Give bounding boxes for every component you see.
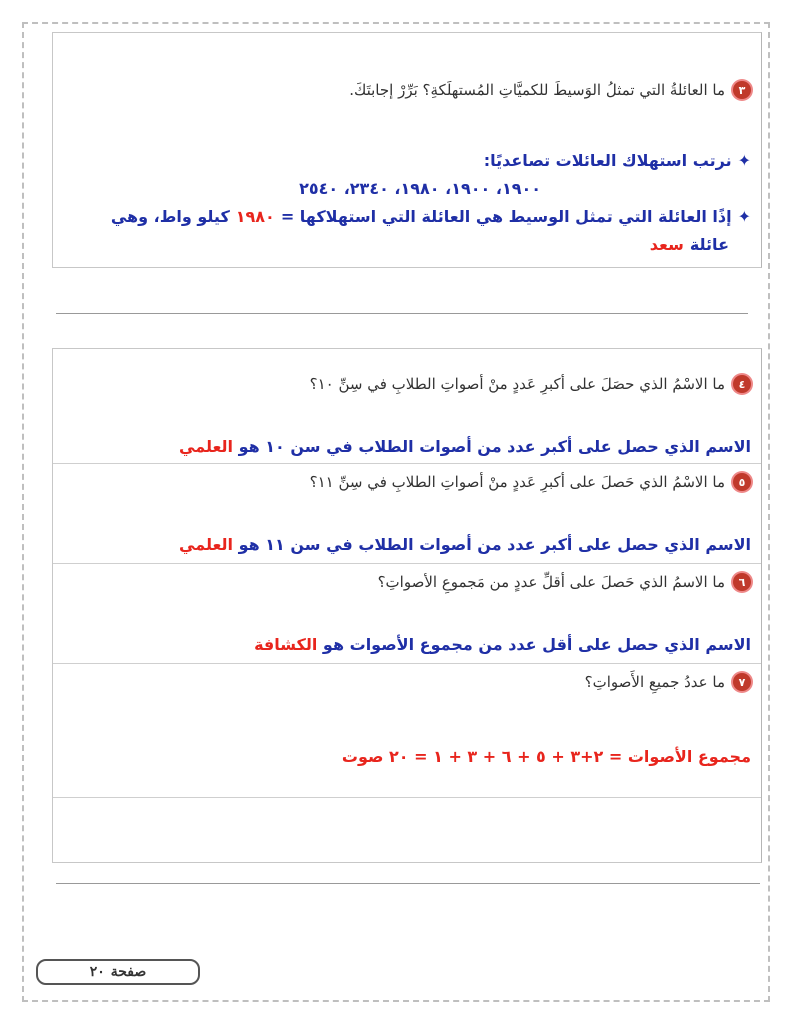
family-name: سعد xyxy=(649,235,684,254)
section-divider xyxy=(56,313,748,314)
sorted-values: ١٩٠٠، ١٩٠٠، ١٩٨٠، ٢٣٤٠، ٢٥٤٠ xyxy=(299,179,541,198)
question-6 xyxy=(378,573,751,591)
answer-line-family xyxy=(650,235,729,254)
question-number-badge: ٣ xyxy=(733,81,751,99)
question-text: ما عددُ جميعِ الأَصواتِ؟ xyxy=(584,673,725,691)
answer-7 xyxy=(342,747,751,766)
page-number-box xyxy=(36,959,200,985)
answer-text: الاسم الذي حصل على أكبر عدد من أصوات الطلاب في سن ١١ هو xyxy=(238,535,751,554)
median-question-panel xyxy=(52,32,762,268)
diamond-bullet-icon: ✦ xyxy=(737,151,751,170)
answer-text-prefix: إذًا العائلة التي تمثل الوسيط هي العائلة التي استهلاكها = xyxy=(280,207,732,226)
section-divider xyxy=(56,883,760,884)
question-3 xyxy=(349,81,751,99)
answer-line-median xyxy=(111,207,751,226)
row-divider xyxy=(53,663,761,664)
question-text: ما الاسْمُ الذي حصَلَ على أكبرِ عَددٍ منْ أصواتِ الطلابِ في سِنِّ ١٠؟ xyxy=(309,375,725,393)
answer-4 xyxy=(179,437,751,456)
question-number-badge: ٧ xyxy=(733,673,751,691)
row-divider xyxy=(53,797,761,798)
answer-6 xyxy=(254,635,751,654)
question-number-badge: ٤ xyxy=(733,375,751,393)
diamond-bullet-icon: ✦ xyxy=(737,207,751,226)
answer-highlight: الكشافة xyxy=(254,635,318,654)
answer-text-suffix: كيلو واط، وهي xyxy=(110,207,230,226)
row-divider xyxy=(53,563,761,564)
answer-5 xyxy=(179,535,751,554)
question-text: ما الاسْمُ الذي حَصلَ على أكبرِ عَددٍ منْ أصواتِ الطلابِ في سِنِّ ١١؟ xyxy=(309,473,725,491)
answer-highlight: العلمي xyxy=(179,535,233,554)
question-number-badge: ٥ xyxy=(733,473,751,491)
question-number-badge: ٦ xyxy=(733,573,751,591)
question-text: ما العائلةُ التي تمثلُ الوَسيطَ للكميَّاتِ المُستهلَكةِ؟ بَرِّرْ إجابتَكَ. xyxy=(349,81,725,99)
answer-text: الاسم الذي حصل على أقل عدد من مجموع الأصوات هو xyxy=(322,635,751,654)
page-number: ٢٠ xyxy=(89,964,105,980)
answer-text: نرتب استهلاك العائلات تصاعديًا: xyxy=(483,151,732,170)
answer-line-sort xyxy=(484,151,751,170)
question-4 xyxy=(310,375,751,393)
question-5 xyxy=(310,473,751,491)
answer-highlight: مجموع الأصوات = ٢+٣ + ٥ + ٦ + ٣ + ١ = ٢٠ صوت xyxy=(341,747,751,766)
question-7 xyxy=(585,673,751,691)
row-divider xyxy=(53,463,761,464)
answer-highlight: العلمي xyxy=(179,437,233,456)
question-text: ما الاسمُ الذي حَصلَ على أقلِّ عددٍ من مَجموعِ الأصواتِ؟ xyxy=(377,573,725,591)
family-label: عائلة xyxy=(689,235,729,254)
median-value: ١٩٨٠ xyxy=(235,207,275,226)
votes-questions-panel xyxy=(52,348,762,863)
page-label: صفحة xyxy=(110,964,147,980)
answer-text: الاسم الذي حصل على أكبر عدد من أصوات الطلاب في سن ١٠ هو xyxy=(238,437,751,456)
